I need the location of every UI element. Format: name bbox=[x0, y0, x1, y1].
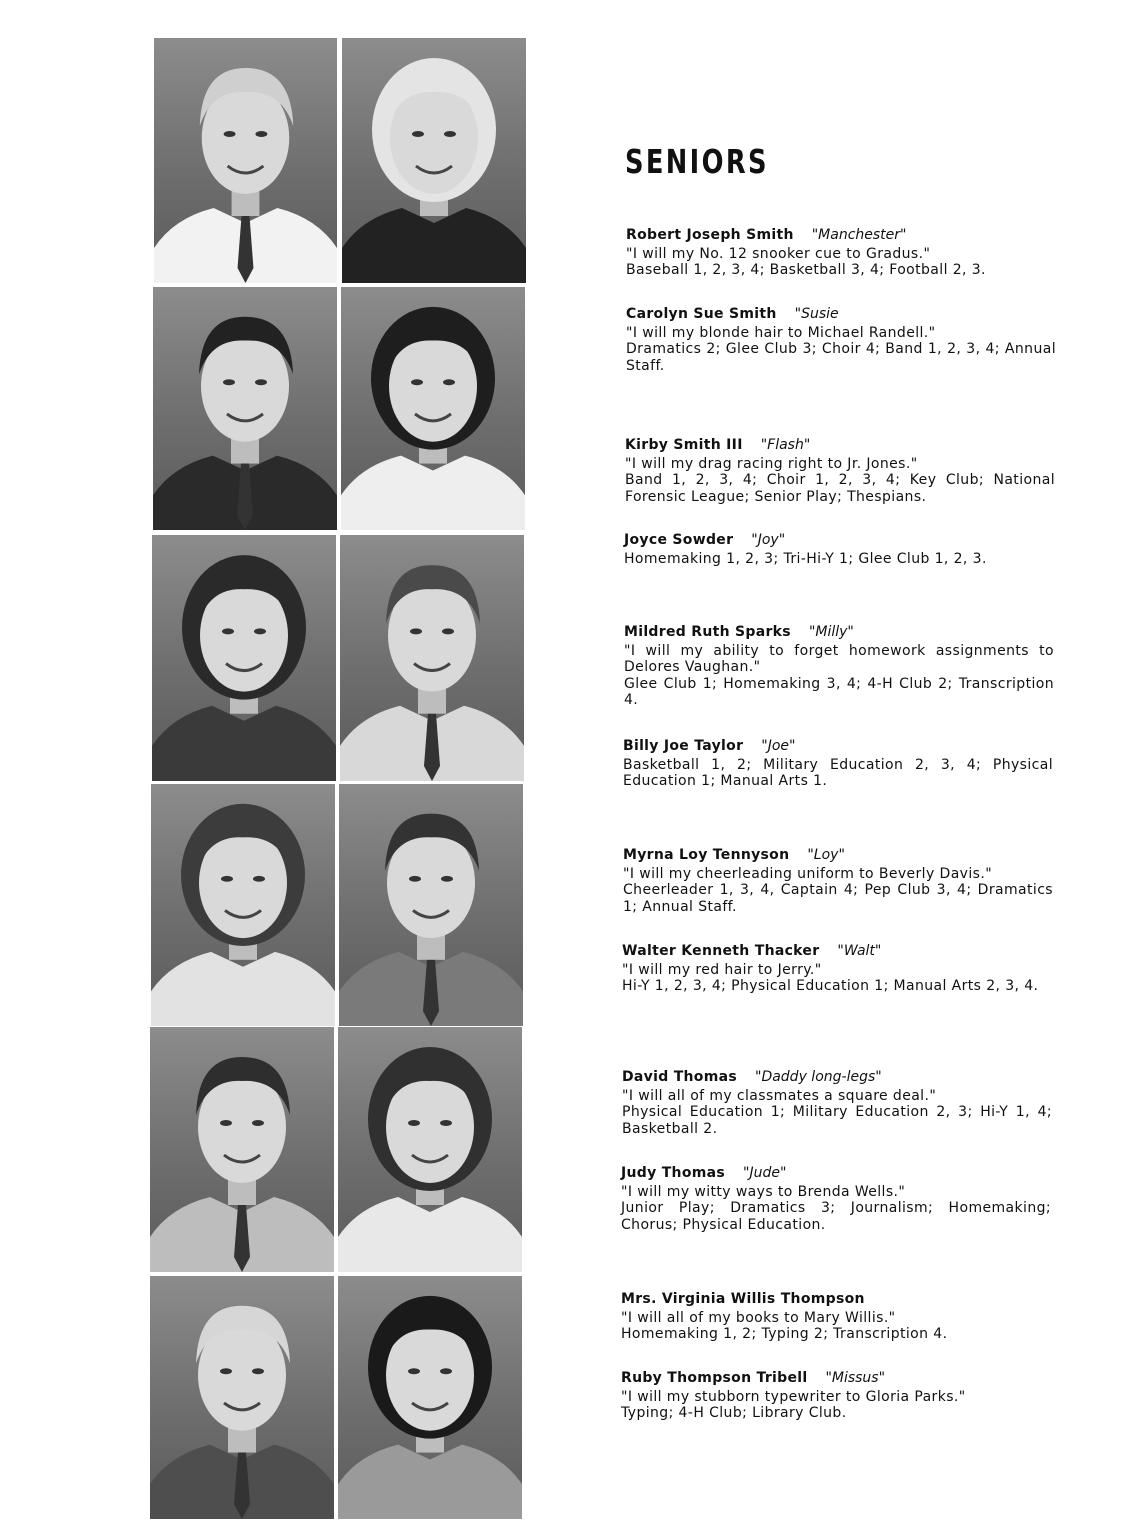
portrait-eye-left bbox=[221, 876, 233, 882]
senior-nickname: "Milly" bbox=[808, 624, 854, 640]
portrait-eye-left bbox=[412, 131, 424, 137]
senior-entry bbox=[625, 437, 1055, 505]
senior-will: "I will all of my books to Mary Willis." bbox=[621, 1309, 896, 1326]
senior-name: Kirby Smith III bbox=[625, 437, 743, 453]
senior-entry bbox=[623, 847, 1053, 915]
portrait-clothing bbox=[152, 706, 336, 781]
senior-name: David Thomas bbox=[622, 1069, 737, 1085]
senior-activities: Homemaking 1, 2, 3; Tri-Hi-Y 1; Glee Club 1, 2, 3. bbox=[624, 550, 987, 567]
portrait-silhouette bbox=[338, 1276, 522, 1519]
senior-entry bbox=[623, 738, 1053, 790]
portrait-eye-right bbox=[252, 1368, 264, 1374]
portrait-silhouette bbox=[341, 287, 525, 530]
portrait-eye-right bbox=[255, 379, 267, 385]
photo-ruby-thompson-tribell bbox=[338, 1276, 522, 1519]
portrait-silhouette bbox=[338, 1027, 522, 1272]
senior-will: "I will my ability to forget homework assignments to Delores Vaughan." bbox=[624, 642, 1054, 675]
portrait-eye-left bbox=[224, 131, 236, 137]
senior-nickname: "Flash" bbox=[760, 437, 811, 453]
portrait-clothing bbox=[338, 1445, 522, 1519]
senior-nickname: "Jude" bbox=[743, 1165, 787, 1181]
photo-myrna-loy-tennyson bbox=[151, 784, 335, 1026]
portrait-silhouette bbox=[150, 1276, 334, 1519]
senior-name: Mrs. Virginia Willis Thompson bbox=[621, 1291, 865, 1307]
portrait-silhouette bbox=[150, 1027, 334, 1272]
senior-entry bbox=[622, 943, 1052, 995]
senior-activities: Baseball 1, 2, 3, 4; Basketball 3, 4; Football 2, 3. bbox=[626, 262, 986, 278]
senior-name: Carolyn Sue Smith bbox=[626, 306, 777, 322]
portrait-silhouette bbox=[154, 38, 337, 283]
portrait-eye-right bbox=[440, 1368, 452, 1374]
senior-will: "I will all of my classmates a square deal." bbox=[622, 1087, 937, 1104]
portrait-clothing bbox=[338, 1197, 522, 1272]
senior-entry bbox=[624, 532, 1054, 567]
senior-activities: Cheerleader 1, 3, 4, Captain 4; Pep Club 3, 4; Dramatics 1; Annual Staff. bbox=[623, 882, 1053, 915]
portrait-eye-right bbox=[443, 379, 455, 385]
senior-activities: Band 1, 2, 3, 4; Choir 1, 2, 3, 4; Key Club; National Forensic League; Senior Play; Thespians. bbox=[625, 472, 1055, 505]
portrait-eye-right bbox=[252, 1120, 264, 1126]
portrait-eye-left bbox=[409, 876, 421, 882]
senior-activities: Dramatics 2; Glee Club 3; Choir 4; Band 1, 2, 3, 4; Annual Staff. bbox=[626, 341, 1056, 374]
senior-entry bbox=[621, 1165, 1051, 1233]
portrait-clothing bbox=[341, 456, 525, 530]
portrait-eye-left bbox=[411, 379, 423, 385]
portrait-eye-right bbox=[253, 876, 265, 882]
senior-entry bbox=[626, 306, 1056, 374]
page-title: SENIORS bbox=[625, 142, 769, 181]
portrait-eye-right bbox=[255, 131, 267, 137]
senior-nickname: "Joe" bbox=[761, 738, 796, 754]
senior-will: "I will my drag racing right to Jr. Jones." bbox=[625, 455, 918, 472]
photo-carolyn-sue-smith bbox=[342, 38, 526, 283]
portrait-eye-left bbox=[408, 1120, 420, 1126]
senior-entry bbox=[621, 1291, 1051, 1343]
senior-name: Judy Thomas bbox=[621, 1165, 726, 1181]
portrait-eye-left bbox=[408, 1368, 420, 1374]
photo-walter-kenneth-thacker bbox=[339, 784, 523, 1026]
senior-activities: Junior Play; Dramatics 3; Journalism; Homemaking; Chorus; Physical Education. bbox=[621, 1200, 1051, 1233]
senior-name: Myrna Loy Tennyson bbox=[623, 847, 790, 863]
senior-entry bbox=[621, 1370, 1051, 1422]
portrait-eye-left bbox=[220, 1120, 232, 1126]
photo-robert-joseph-smith bbox=[154, 38, 337, 283]
portrait-eye-right bbox=[442, 628, 454, 634]
portrait-silhouette bbox=[342, 38, 526, 283]
senior-name: Mildred Ruth Sparks bbox=[624, 624, 791, 640]
senior-entry bbox=[626, 227, 1056, 279]
portrait-eye-left bbox=[410, 628, 422, 634]
senior-activities: Hi-Y 1, 2, 3, 4; Physical Education 1; Manual Arts 2, 3, 4. bbox=[622, 978, 1039, 994]
senior-will: "I will my witty ways to Brenda Wells." bbox=[621, 1183, 906, 1200]
photo-mildred-ruth-sparks bbox=[152, 535, 336, 781]
senior-name: Billy Joe Taylor bbox=[623, 738, 744, 754]
senior-name: Robert Joseph Smith bbox=[626, 227, 794, 243]
photo-billy-joe-taylor bbox=[340, 535, 524, 781]
portrait-clothing bbox=[151, 952, 335, 1026]
portrait-eye-left bbox=[222, 628, 234, 634]
portrait-silhouette bbox=[340, 535, 524, 781]
senior-activities: Homemaking 1, 2; Typing 2; Transcription 4. bbox=[621, 1326, 948, 1342]
portrait-eye-right bbox=[440, 1120, 452, 1126]
portrait-silhouette bbox=[152, 535, 336, 781]
photo-judy-thomas bbox=[338, 1027, 522, 1272]
senior-activities: Typing; 4-H Club; Library Club. bbox=[621, 1405, 847, 1421]
senior-will: "I will my stubborn typewriter to Gloria Parks." bbox=[621, 1388, 966, 1405]
senior-name: Walter Kenneth Thacker bbox=[622, 943, 820, 959]
senior-activities: Physical Education 1; Military Education 2, 3; Hi-Y 1, 4; Basketball 2. bbox=[622, 1104, 1052, 1137]
senior-nickname: "Manchester" bbox=[811, 227, 907, 243]
photo-kirby-smith-iii bbox=[153, 287, 337, 530]
photo-virginia-willis-thompson bbox=[150, 1276, 334, 1519]
photo-david-thomas bbox=[150, 1027, 334, 1272]
senior-will: "I will my cheerleading uniform to Beverly Davis." bbox=[623, 865, 993, 882]
portrait-eye-right bbox=[254, 628, 266, 634]
senior-name: Joyce Sowder bbox=[624, 532, 734, 548]
portrait-silhouette bbox=[151, 784, 335, 1026]
senior-nickname: "Susie bbox=[794, 306, 839, 322]
senior-activities: Basketball 1, 2; Military Education 2, 3, 4; Physical Education 1; Manual Arts 1. bbox=[623, 756, 1053, 789]
senior-entry bbox=[624, 624, 1054, 709]
portrait-eye-left bbox=[223, 379, 235, 385]
senior-will: "I will my blonde hair to Michael Randell." bbox=[626, 324, 936, 341]
senior-name: Ruby Thompson Tribell bbox=[621, 1370, 808, 1386]
senior-will: "I will my No. 12 snooker cue to Gradus." bbox=[626, 245, 931, 262]
portrait-eye-left bbox=[220, 1368, 232, 1374]
portrait-eye-right bbox=[444, 131, 456, 137]
senior-entry bbox=[622, 1069, 1052, 1137]
portrait-clothing bbox=[342, 208, 526, 283]
photo-joyce-sowder bbox=[341, 287, 525, 530]
senior-will: "I will my red hair to Jerry." bbox=[622, 961, 822, 978]
portrait-silhouette bbox=[339, 784, 523, 1026]
senior-nickname: "Joy" bbox=[751, 532, 786, 548]
portrait-silhouette bbox=[153, 287, 337, 530]
senior-nickname: "Walt" bbox=[837, 943, 882, 959]
senior-nickname: "Missus" bbox=[825, 1370, 886, 1386]
senior-activities: Glee Club 1; Homemaking 3, 4; 4-H Club 2; Transcription 4. bbox=[624, 675, 1054, 708]
senior-nickname: "Daddy long-legs" bbox=[755, 1069, 882, 1085]
senior-nickname: "Loy" bbox=[807, 847, 845, 863]
portrait-eye-right bbox=[441, 876, 453, 882]
